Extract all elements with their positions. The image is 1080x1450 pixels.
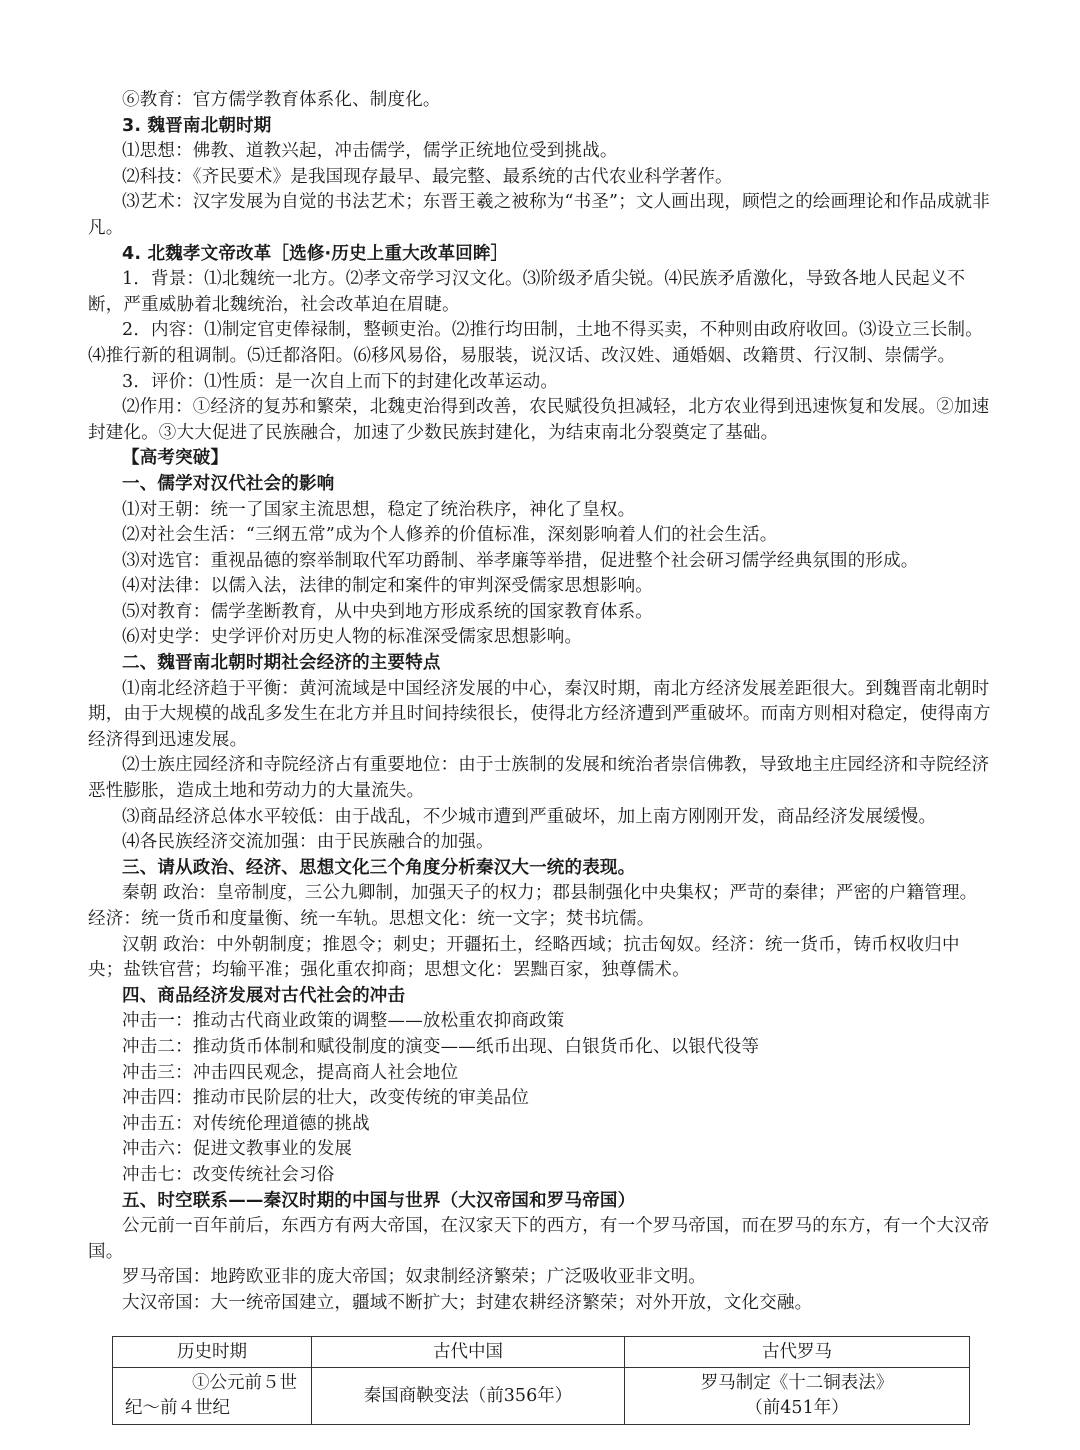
paragraph: ⑵士族庄园经济和寺院经济占有重要地位：由于士族制的发展和统治者崇信佛教，导致地主庄园经济和寺院经济恶性膨胀，造成土地和劳动力的大量流失。 xyxy=(88,755,990,802)
paragraph: ⑸对教育：儒学垄断教育，从中央到地方形成系统的国家教育体系。 xyxy=(122,601,653,622)
paragraph: 1．背景：⑴北魏统一北方。⑵孝文帝学习汉文化。⑶阶级矛盾尖锐。⑷民族矛盾激化，导致各地人民起义不断，严重威胁着北魏统治，社会改革迫在眉睫。 xyxy=(88,269,966,315)
paragraph: ⑵科技：《齐民要术》是我国现存最早、最完整、最系统的古代农业科学著作。 xyxy=(122,166,733,187)
cell-china: 秦国商鞅变法（前356年） xyxy=(312,1368,625,1425)
paragraph: ⑶对选官：重视品德的察举制取代军功爵制、举孝廉等举措，促进整个社会研习儒学经典氛围的形成。 xyxy=(122,550,919,571)
paragraph: 罗马帝国：地跨欧亚非的庞大帝国；奴隶制经济繁荣；广泛吸收亚非文明。 xyxy=(122,1267,707,1288)
paragraph: 4. 北魏孝文帝改革［选修·历史上重大改革回眸］ xyxy=(122,243,509,264)
paragraph: ⑷对法律：以儒入法，法律的制定和案件的审判深受儒家思想影响。 xyxy=(122,576,653,597)
paragraph: ⑹对史学：史学评价对历史人物的标准深受儒家思想影响。 xyxy=(122,627,583,648)
table-header-row xyxy=(113,1337,970,1368)
cell-period-line-1: ①公元前５世 xyxy=(192,1373,297,1393)
header-ancient-rome: 古代罗马 xyxy=(625,1337,970,1368)
paragraph: 冲击三：冲击四民观念，提高商人社会地位 xyxy=(122,1062,459,1083)
paragraph: 冲击五：对传统伦理道德的挑战 xyxy=(122,1113,370,1134)
history-comparison-table xyxy=(112,1336,970,1425)
paragraph: 冲击二：推动货币体制和赋役制度的演变——纸币出现、白银货币化、以银代役等 xyxy=(122,1036,760,1057)
table-row xyxy=(113,1368,970,1425)
paragraph: ⑥教育：官方儒学教育体系化、制度化。 xyxy=(122,90,441,110)
paragraph: ⑴南北经济趋于平衡：黄河流域是中国经济发展的中心，秦汉时期，南北方经济发展差距很大。到魏晋南北朝时期，由于大规模的战乱多发生在北方并且时间持续很长，使得北方经济遭到严重破坏。而南方则相对稳定，使得南方经济得到迅速发展。 xyxy=(88,678,991,750)
cell-period-line-2: 纪～前４世纪 xyxy=(125,1398,230,1418)
paragraph: ⑴思想：佛教、道教兴起，冲击儒学，儒学正统地位受到挑战。 xyxy=(122,141,618,162)
paragraph: 冲击六：促进文教事业的发展 xyxy=(122,1139,353,1160)
paragraph: 二、魏晋南北朝时期社会经济的主要特点 xyxy=(122,653,441,674)
paragraph: ⑵对社会生活：“三纲五常”成为个人修养的价值标准，深刻影响着人们的社会生活。 xyxy=(122,525,778,546)
cell-rome xyxy=(625,1368,970,1425)
paragraph: 3. 魏晋南北朝时期 xyxy=(122,115,272,136)
paragraph: 五、时空联系——秦汉时期的中国与世界（大汉帝国和罗马帝国） xyxy=(122,1190,636,1211)
paragraph: ⑶艺术：汉字发展为自觉的书法艺术；东晋王羲之被称为“书圣”；文人画出现，顾恺之的绘画理论和作品成就非凡。 xyxy=(88,192,990,238)
cell-rome-line-2: （前451年） xyxy=(745,1398,849,1418)
paragraph: 秦朝 政治：皇帝制度，三公九卿制，加强天子的权力；郡县制强化中央集权；严苛的秦律；严密的户籍管理。经济：统一货币和度量衡、统一车轨。思想文化：统一文字；焚书坑儒。 xyxy=(88,883,978,929)
cell-period xyxy=(113,1368,312,1425)
paragraph: 四、商品经济发展对古代社会的冲击 xyxy=(122,985,406,1006)
document-body xyxy=(0,88,1080,1317)
paragraph: 汉朝 政治：中外朝制度；推恩令；刺史；开疆拓土，经略西域；抗击匈奴。经济：统一货币，铸币权收归中央；盐铁官营；均输平准；强化重农抑商；思想文化：罢黜百家，独尊儒术。 xyxy=(88,934,960,981)
paragraph: 【高考突破】 xyxy=(122,448,229,469)
paragraph: ⑵作用：①经济的复苏和繁荣，北魏吏治得到改善，农民赋役负担减轻，北方农业得到迅速恢复和发展。②加速封建化。③大大促进了民族融合，加速了少数民族封建化，为结束南北分裂奠定了基础。 xyxy=(88,397,990,443)
paragraph: 冲击四：推动市民阶层的壮大，改变传统的审美品位 xyxy=(122,1088,530,1109)
paragraph: 公元前一百年前后，东西方有两大帝国，在汉家天下的西方，有一个罗马帝国，而在罗马的东方，有一个大汉帝国。 xyxy=(88,1216,990,1262)
paragraph: 一、儒学对汉代社会的影响 xyxy=(122,473,335,494)
cell-rome-line-1: 罗马制定《十二铜表法》 xyxy=(700,1373,894,1393)
paragraph: ⑴对王朝：统一了国家主流思想，稳定了统治秩序，神化了皇权。 xyxy=(122,499,636,520)
header-ancient-china: 古代中国 xyxy=(312,1337,625,1368)
paragraph: 冲击一：推动古代商业政策的调整——放松重农抑商政策 xyxy=(122,1011,565,1032)
paragraph: ⑶商品经济总体水平较低：由于战乱，不少城市遭到严重破坏，加上南方刚刚开发，商品经济发展缓慢。 xyxy=(122,806,937,827)
paragraph: 3．评价：⑴性质：是一次自上而下的封建化改革运动。 xyxy=(122,371,559,392)
paragraph: 三、请从政治、经济、思想文化三个角度分析秦汉大一统的表现。 xyxy=(122,857,636,878)
paragraph: 2．内容：⑴制定官吏俸禄制，整顿吏治。⑵推行均田制，土地不得买卖，不种则由政府收回。⑶设立三长制。⑷推行新的租调制。⑸迁都洛阳。⑹移风易俗，易服装，说汉话、改汉姓、通婚姻、改籍贯、行汉制、崇儒学。 xyxy=(88,320,983,366)
paragraph: ⑷各民族经济交流加强：由于民族融合的加强。 xyxy=(122,832,494,853)
paragraph: 大汉帝国：大一统帝国建立，疆域不断扩大；封建农耕经济繁荣；对外开放，文化交融。 xyxy=(122,1292,813,1313)
paragraph: 冲击七：改变传统社会习俗 xyxy=(122,1164,335,1185)
header-period: 历史时期 xyxy=(113,1337,312,1368)
